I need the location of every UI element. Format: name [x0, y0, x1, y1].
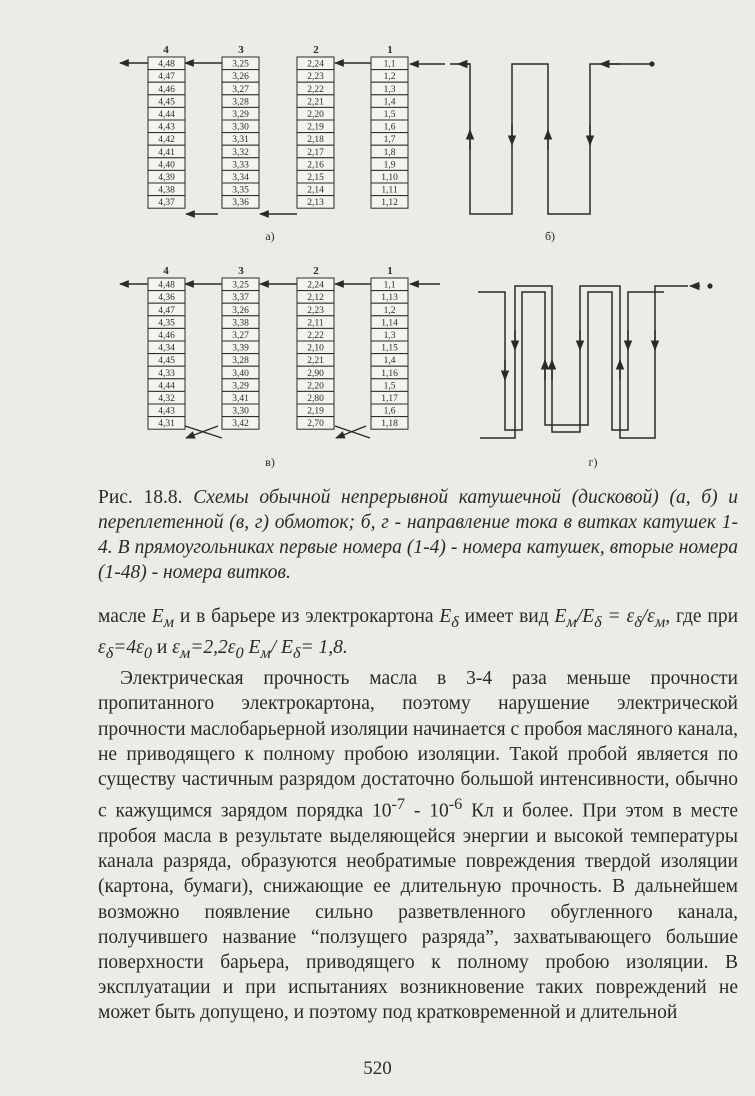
formula-sub: м [654, 612, 666, 631]
formula: =2,2ε [190, 637, 236, 659]
text-run: Электрическая прочность масла в 3-4 раза меньше прочности пропитанного электрокартона, поэтому нарушение электрической прочности маслобарьерной изоляции начинается с пробоя масляного канала, не приводящего к полному пробою изоляции. Такой пробой является по существу частичным разрядом достаточно большой интенсивности, обычно с кажущимся зарядом порядка 10 [98, 668, 738, 822]
coil-column [222, 57, 259, 208]
body-text [98, 604, 738, 1026]
formula-sub: 0 [235, 643, 244, 662]
turn-label: 2,90 [307, 368, 324, 379]
turn-label: 4,38 [158, 185, 175, 196]
formula-sub: δ [451, 612, 459, 631]
formula-sub: δ [634, 612, 642, 631]
coil-column [222, 278, 259, 429]
formula-sub: м [260, 643, 271, 662]
formula-sub: δ [594, 612, 602, 631]
turn-label: 1,17 [381, 394, 398, 404]
turn-label: 3,26 [232, 305, 249, 316]
turn-label: 1,1 [383, 280, 396, 291]
turn-label: 4,43 [158, 122, 175, 133]
turn-label: 3,36 [232, 198, 249, 209]
text-run: Кл и более. При этом в месте пробоя масла в результате выделяющейся энергии и высокой температуры канала разряда, образуются необратимые повреждения твердой изоляции (картона, бумаги), снижающие ее длительную прочность. В дальнейшем возможно появление сильно разветвленного обугленного канала, получившего название “ползущего разряда”, захватывающего большие поверхности барьера, приводящего к полному пробою изоляции. В эксплуатации и при испытаниях возникновение таких повреждений не может быть допущено, и поэтому под кратковременной и длительной [98, 800, 738, 1024]
panel-g-current-path [478, 286, 700, 438]
formula-sub: м [163, 612, 175, 631]
formula: = 1,8. [300, 637, 348, 659]
turn-label: 1,2 [383, 305, 396, 316]
coil-column [297, 57, 334, 208]
coil-numbers-top [163, 44, 393, 56]
superscript: -6 [448, 795, 463, 814]
coil-number: 1 [387, 265, 393, 277]
panel-b-current-path [450, 64, 652, 214]
page-number: 520 [363, 1058, 392, 1079]
formula: ε [172, 637, 180, 659]
formula: /E [576, 606, 595, 627]
turn-label: 3,32 [232, 147, 249, 158]
formula: E [554, 606, 567, 627]
formula: / E [270, 637, 293, 659]
turn-label: 1,12 [381, 198, 398, 209]
turn-label: 1,18 [381, 419, 398, 430]
turn-label: 4,44 [158, 110, 175, 120]
turn-label: 4,35 [158, 318, 175, 329]
turn-label: 1,4 [383, 356, 396, 367]
turn-label: 1,13 [381, 293, 398, 304]
coil-column [371, 278, 408, 429]
text-run: - 10 [405, 800, 449, 822]
turn-label: 4,40 [158, 160, 175, 171]
terminal-dot [707, 283, 712, 288]
turn-label: 1,3 [383, 84, 396, 95]
turn-label: 4,31 [158, 419, 175, 430]
turn-label: 1,6 [383, 122, 396, 133]
turn-label: 2,15 [307, 173, 324, 183]
paragraph [98, 666, 738, 1025]
turn-label: 3,39 [232, 343, 249, 354]
turn-label: 1,14 [381, 318, 398, 329]
turn-label: 2,18 [307, 135, 324, 146]
turn-label: 1,2 [383, 72, 396, 83]
formula-sub: 0 [143, 643, 152, 662]
text-run: имеет вид [458, 606, 555, 627]
turn-label: 3,40 [232, 368, 249, 379]
panel-label-v: в) [265, 455, 275, 469]
turn-label: 1,5 [383, 110, 396, 120]
turn-label: 2,11 [307, 318, 324, 329]
turn-label: 1,7 [383, 135, 396, 146]
figure-caption [98, 485, 738, 585]
turn-label: 4,37 [158, 198, 175, 209]
turn-label: 3,33 [232, 160, 249, 171]
turn-label: 2,19 [307, 122, 324, 133]
panel-a-turn-table [148, 57, 408, 208]
turn-label: 1,5 [383, 381, 396, 392]
coil-number: 2 [313, 265, 319, 277]
turn-label: 4,44 [158, 381, 175, 392]
turn-label: 3,29 [232, 110, 249, 120]
turn-label: 3,29 [232, 381, 249, 392]
turn-label: 3,37 [232, 293, 249, 304]
turn-label: 2,16 [307, 160, 324, 171]
turn-label: 4,46 [158, 84, 175, 95]
turn-label: 3,26 [232, 72, 249, 83]
turn-label: 2,12 [307, 293, 324, 304]
turn-label: 2,10 [307, 343, 324, 354]
turn-label: 4,39 [158, 173, 175, 183]
turn-label: 2,19 [307, 406, 324, 417]
turn-label: 2,80 [307, 394, 324, 404]
turn-label: 3,35 [232, 185, 249, 196]
turn-label: 3,30 [232, 406, 249, 417]
formula: E [243, 637, 261, 659]
formula: ε [98, 637, 106, 659]
turn-label: 1,11 [381, 185, 398, 196]
turn-label: 3,34 [232, 173, 249, 183]
text-run: и в барьере из электрокартона [174, 606, 440, 627]
turn-label: 2,23 [307, 72, 324, 83]
turn-label: 2,20 [307, 110, 324, 120]
turn-label: 3,31 [232, 135, 249, 146]
formula-sub: м [566, 612, 577, 631]
caption-lead: Рис. 18.8. [98, 487, 183, 508]
turn-label: 3,25 [232, 280, 249, 291]
turn-label: 1,15 [381, 343, 398, 354]
current-path-outer [480, 286, 688, 438]
turn-label: 3,25 [232, 59, 249, 70]
current-path-inner [478, 292, 664, 430]
turn-label: 2,24 [307, 280, 324, 291]
turn-label: 2,70 [307, 419, 324, 430]
turn-label: 4,48 [158, 280, 175, 291]
turn-label: 1,6 [383, 406, 396, 417]
turn-label: 4,36 [158, 293, 175, 304]
formula-sub: δ [292, 643, 301, 662]
turn-label: 3,42 [232, 419, 249, 430]
turn-label: 3,28 [232, 356, 249, 367]
text-run: , где при [665, 606, 739, 627]
formula-sub: δ [105, 643, 114, 662]
turn-label: 2,22 [307, 84, 324, 95]
superscript: -7 [391, 795, 406, 814]
turn-label: 4,34 [158, 343, 175, 354]
turn-label: 4,47 [158, 72, 175, 83]
turn-label: 1,16 [381, 368, 398, 379]
coil-number: 3 [238, 44, 244, 56]
current-path [450, 64, 652, 214]
coil-number: 1 [387, 44, 393, 56]
panel-label-b: б) [544, 229, 556, 243]
turn-label: 2,13 [307, 198, 324, 209]
turn-label: 3,28 [232, 97, 249, 108]
formula-sub: м [179, 643, 191, 662]
coil-column [297, 278, 334, 429]
paragraph [98, 604, 738, 666]
turn-label: 1,4 [383, 97, 396, 108]
turn-label: 4,42 [158, 135, 175, 146]
turn-label: 1,10 [381, 173, 398, 183]
formula: =4ε [113, 637, 144, 659]
turn-label: 3,41 [232, 394, 249, 404]
turn-label: 1,1 [383, 59, 396, 70]
winding-figure [0, 0, 755, 480]
formula: = ε [601, 606, 635, 627]
panel-label-g: г) [588, 455, 598, 469]
turn-label: 2,20 [307, 381, 324, 392]
coil-column [371, 57, 408, 208]
text-run: и [151, 637, 173, 659]
panel-v-turn-table [148, 278, 408, 429]
turn-label: 1,3 [383, 331, 396, 341]
turn-label: 4,32 [158, 394, 175, 404]
turn-label: 1,9 [383, 160, 396, 171]
turn-label: 2,21 [307, 356, 324, 367]
turn-label: 3,27 [232, 331, 249, 341]
turn-label: 4,46 [158, 331, 175, 341]
turn-label: 2,22 [307, 331, 324, 341]
turn-label: 1,8 [383, 147, 396, 158]
turn-label: 3,27 [232, 84, 249, 95]
turn-label: 4,45 [158, 356, 175, 367]
turn-label: 4,43 [158, 406, 175, 417]
turn-label: 2,17 [307, 147, 324, 158]
turn-label: 4,33 [158, 368, 175, 379]
coil-column [148, 57, 185, 208]
panel-label-a: а) [265, 229, 275, 243]
turn-label: 2,14 [307, 185, 324, 196]
formula: /ε [641, 606, 655, 627]
formula: E [439, 606, 452, 627]
coil-column [148, 278, 185, 429]
coil-number: 2 [313, 44, 319, 56]
formula: E [151, 606, 164, 627]
coil-number: 4 [163, 265, 169, 277]
coil-numbers-bottom [163, 265, 393, 277]
text-run: масле [98, 606, 152, 627]
caption-text: Схемы обычной непрерывной катушечной (дисковой) (а, б) и переплетенной (в, г) обмоток; б, г - направление тока в витках катушек 1-4. В прямоугольниках первые номера (1-4) - номера катушек, вторые номера (1-48) - номера витков. [98, 487, 739, 583]
turn-label: 4,41 [158, 147, 175, 158]
coil-number: 4 [163, 44, 169, 56]
coil-number: 3 [238, 265, 244, 277]
turn-label: 4,48 [158, 59, 175, 70]
turn-label: 4,47 [158, 305, 175, 316]
turn-label: 3,30 [232, 122, 249, 133]
turn-label: 2,23 [307, 305, 324, 316]
turn-label: 4,45 [158, 97, 175, 108]
turn-label: 2,24 [307, 59, 324, 70]
turn-label: 3,38 [232, 318, 249, 329]
turn-label: 2,21 [307, 97, 324, 108]
terminal-dot [649, 61, 654, 66]
